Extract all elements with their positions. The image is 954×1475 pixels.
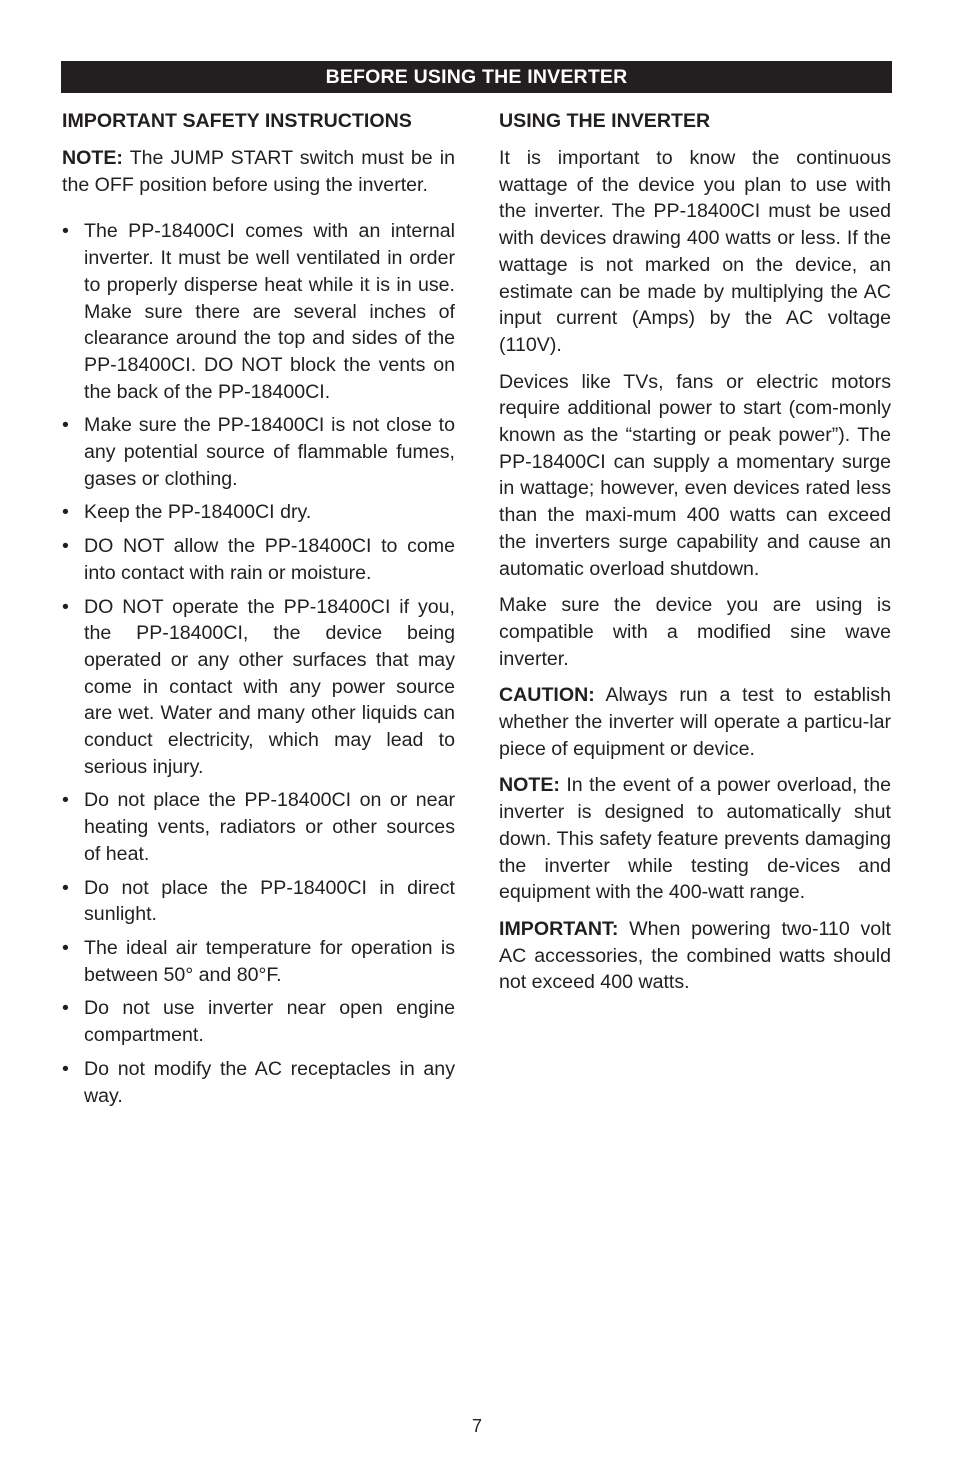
list-item-text: Do not modify the AC receptacles in any way. xyxy=(84,1057,455,1107)
bullet-icon: • xyxy=(62,595,69,618)
note-text: The JUMP START switch must be in the OFF position before using the inverter. xyxy=(62,147,455,196)
list-item-text: DO NOT operate the PP-18400CI if you, the PP-18400CI, the device being operated or any other surfaces that may come in contact with any power source are wet. Water and many other liquids can conduct electricity, which may lead to serious injury. xyxy=(84,595,455,778)
caution-text: Always run a test to establish whether the inverter will operate a particu-lar piece of equipment or device. xyxy=(499,684,891,760)
list-item xyxy=(62,1056,455,1109)
wattage-paragraph: It is important to know the continuous wattage of the device you plan to use with the inverter. The PP-18400CI must be used with devices drawing 400 watts or less. If the wattage is not marked on the device, an estimate can be made by multiplying the AC input current (Amps) by the AC voltage (110V). xyxy=(499,147,891,356)
jump-start-note xyxy=(62,145,455,198)
note-label: NOTE: xyxy=(62,147,123,169)
caution-label: CAUTION: xyxy=(499,684,595,707)
list-item-text: Do not place the PP-18400CI in direct sunlight. xyxy=(84,876,455,926)
list-item xyxy=(62,935,455,988)
important-text: When powering two-110 volt AC accessories, the combined watts should not exceed 400 watts. xyxy=(499,917,891,994)
bullet-icon: • xyxy=(62,414,69,437)
bullet-icon: • xyxy=(62,876,69,899)
list-item xyxy=(62,995,455,1048)
safety-instructions-heading: IMPORTANT SAFETY INSTRUCTIONS xyxy=(62,110,412,132)
list-item xyxy=(62,594,455,781)
page-number: 7 xyxy=(471,1416,482,1436)
list-item-text: DO NOT allow the PP-18400CI to come into contact with rain or moisture. xyxy=(84,535,455,584)
bullet-icon: • xyxy=(62,997,69,1020)
list-item-text: The PP-18400CI comes with an internal inverter. It must be well ventilated in order to properly disperse heat while it is in use. Make sure there are several inches of clearance around the top and sides of the PP-18400CI. DO NOT block the vents on the back of the PP-18400CI. xyxy=(84,220,455,403)
list-item-text: Make sure the PP-18400CI is not close to any potential source of flammable fumes, gases or clothing. xyxy=(84,414,455,490)
left-column xyxy=(62,108,455,1116)
bullet-icon: • xyxy=(62,501,69,524)
bullet-icon: • xyxy=(62,220,69,243)
list-item xyxy=(62,412,455,492)
list-item xyxy=(62,875,455,928)
right-column xyxy=(499,108,891,1006)
bullet-icon: • xyxy=(62,936,69,959)
list-item-text: The ideal air temperature for operation is between 50° and 80°F. xyxy=(84,936,455,986)
note-label: NOTE: xyxy=(499,774,560,797)
list-item xyxy=(62,499,455,526)
bullet-icon: • xyxy=(62,1057,69,1080)
important-label: IMPORTANT: xyxy=(499,917,619,940)
overload-note-paragraph xyxy=(499,772,891,906)
safety-bullet-list xyxy=(62,218,455,1109)
list-item xyxy=(62,218,455,405)
list-item-text: Keep the PP-18400CI dry. xyxy=(84,501,312,524)
list-item xyxy=(62,787,455,867)
compatibility-paragraph: Make sure the device you are using is compatible with a modified sine wave inverter. xyxy=(499,594,891,670)
section-banner: BEFORE USING THE INVERTER xyxy=(61,61,892,93)
important-paragraph xyxy=(499,916,891,996)
list-item-text: Do not place the PP-18400CI on or near heating vents, radiators or other sources of heat. xyxy=(84,789,455,865)
bullet-icon: • xyxy=(62,789,69,812)
list-item xyxy=(62,533,455,586)
caution-paragraph xyxy=(499,682,891,762)
list-item-text: Do not use inverter near open engine compartment. xyxy=(84,997,455,1047)
using-inverter-heading: USING THE INVERTER xyxy=(499,110,711,132)
bullet-icon: • xyxy=(62,535,69,558)
surge-paragraph: Devices like TVs, fans or electric motors require additional power to start (com-monly known as the “starting or peak power”). The PP-18400CI can supply a momentary surge in wattage; however, even devices rated less than the maxi-mum 400 watts can exceed the inverters surge capability and cause an automatic overload shutdown. xyxy=(499,370,891,580)
note-text: In the event of a power overload, the inverter is designed to automatically shut down. This safety feature prevents damaging the inverter while testing de-vices and equipment with the 400-watt range. xyxy=(499,774,891,904)
